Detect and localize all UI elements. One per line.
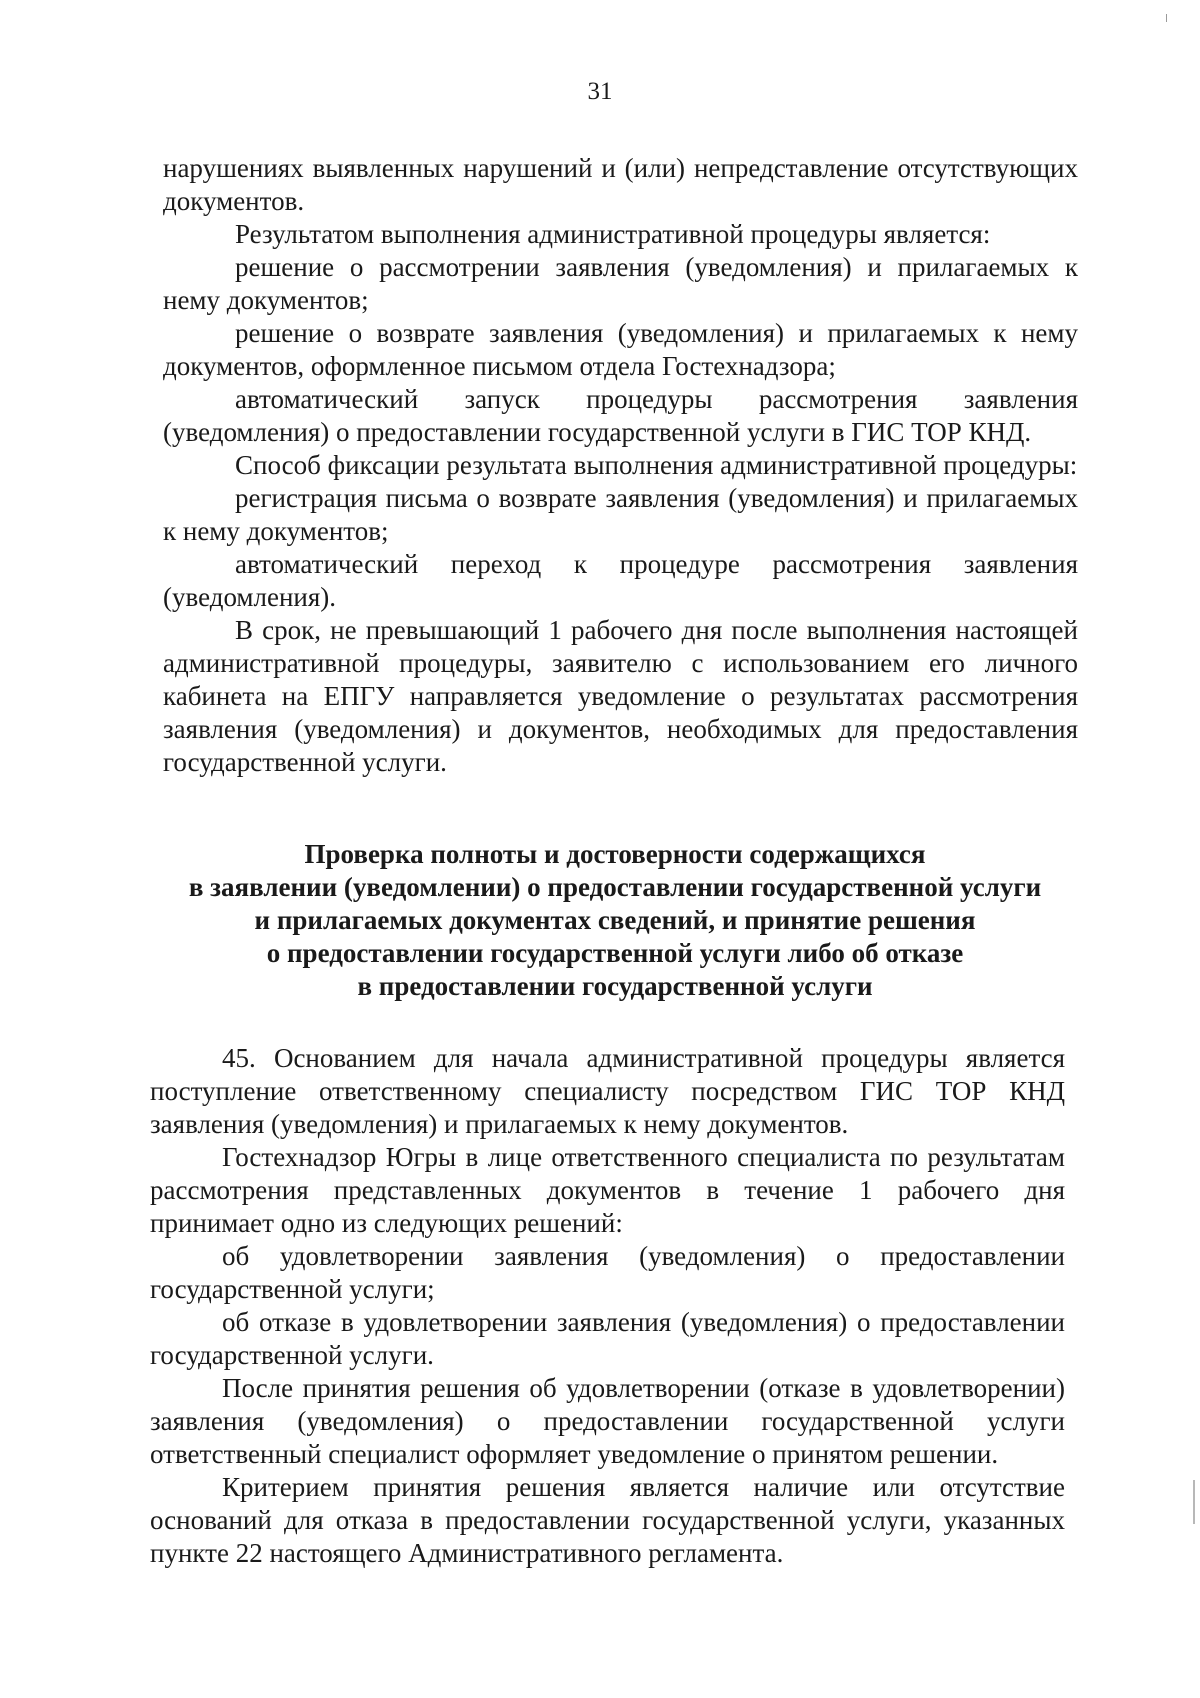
section-heading-line: в предоставлении государственной услуги bbox=[357, 971, 873, 1001]
paragraph: регистрация письма о возврате заявления (уведомления) и прилагаемых к нему документов; bbox=[163, 483, 1078, 546]
paragraph: об отказе в удовлетворении заявления (уведомления) о предоставлении государственной услуги. bbox=[150, 1307, 1065, 1370]
page-number: 31 bbox=[587, 78, 613, 105]
paragraph: автоматический переход к процедуре рассмотрения заявления (уведомления). bbox=[163, 549, 1078, 612]
paragraph: 45. Основанием для начала административной процедуры является поступление ответственному специалисту посредством ГИС ТОР КНД заявления (уведомления) и прилагаемых к нему документов. bbox=[150, 1043, 1065, 1139]
scan-margin-mark bbox=[1193, 1480, 1195, 1524]
paragraph: Результатом выполнения административной процедуры является: bbox=[235, 219, 991, 249]
section-heading-line: и прилагаемых документах сведений, и принятие решения bbox=[254, 905, 976, 935]
paragraph: решение о возврате заявления (уведомления) и прилагаемых к нему документов, оформленное письмом отдела Гостехнадзора; bbox=[163, 318, 1078, 381]
paragraph: об удовлетворении заявления (уведомления) о предоставлении государственной услуги; bbox=[150, 1241, 1065, 1304]
paragraph: автоматический запуск процедуры рассмотрения заявления (уведомления) о предоставлении государственной услуги в ГИС ТОР КНД. bbox=[163, 384, 1078, 447]
scan-margin-mark bbox=[1166, 14, 1167, 22]
paragraph: Гостехнадзор Югры в лице ответственного специалиста по результатам рассмотрения представленных документов в течение 1 рабочего дня принимает одно из следующих решений: bbox=[150, 1142, 1065, 1238]
paragraph: Способ фиксации результата выполнения административной процедуры: bbox=[235, 450, 1078, 480]
section-heading-line: в заявлении (уведомлении) о предоставлении государственной услуги bbox=[188, 872, 1042, 902]
section-heading bbox=[150, 838, 1080, 1003]
document-body-bottom bbox=[150, 1042, 1065, 1570]
section-heading-line: о предоставлении государственной услуги либо об отказе bbox=[266, 938, 964, 968]
paragraph: Критерием принятия решения является наличие или отсутствие оснований для отказа в предоставлении государственной услуги, указанных пункте 22 настоящего Административного регламента. bbox=[150, 1472, 1065, 1568]
paragraph: нарушениях выявленных нарушений и (или) непредставление отсутствующих документов. bbox=[163, 153, 1078, 216]
section-heading-line: Проверка полноты и достоверности содержащихся bbox=[304, 839, 926, 869]
paragraph: В срок, не превышающий 1 рабочего дня после выполнения настоящей административной процедуры, заявителю с использованием его личного кабинета на ЕПГУ направляется уведомление о результатах рассмотрения заявления (уведомления) и документов, необходимых для предоставления государственной услуги. bbox=[163, 615, 1078, 777]
document-body-top bbox=[163, 152, 1078, 779]
paragraph: После принятия решения об удовлетворении (отказе в удовлетворении) заявления (уведомления) о предоставлении государственной услуги ответственный специалист оформляет уведомление о принятом решении. bbox=[150, 1373, 1065, 1469]
paragraph: решение о рассмотрении заявления (уведомления) и прилагаемых к нему документов; bbox=[163, 252, 1078, 315]
